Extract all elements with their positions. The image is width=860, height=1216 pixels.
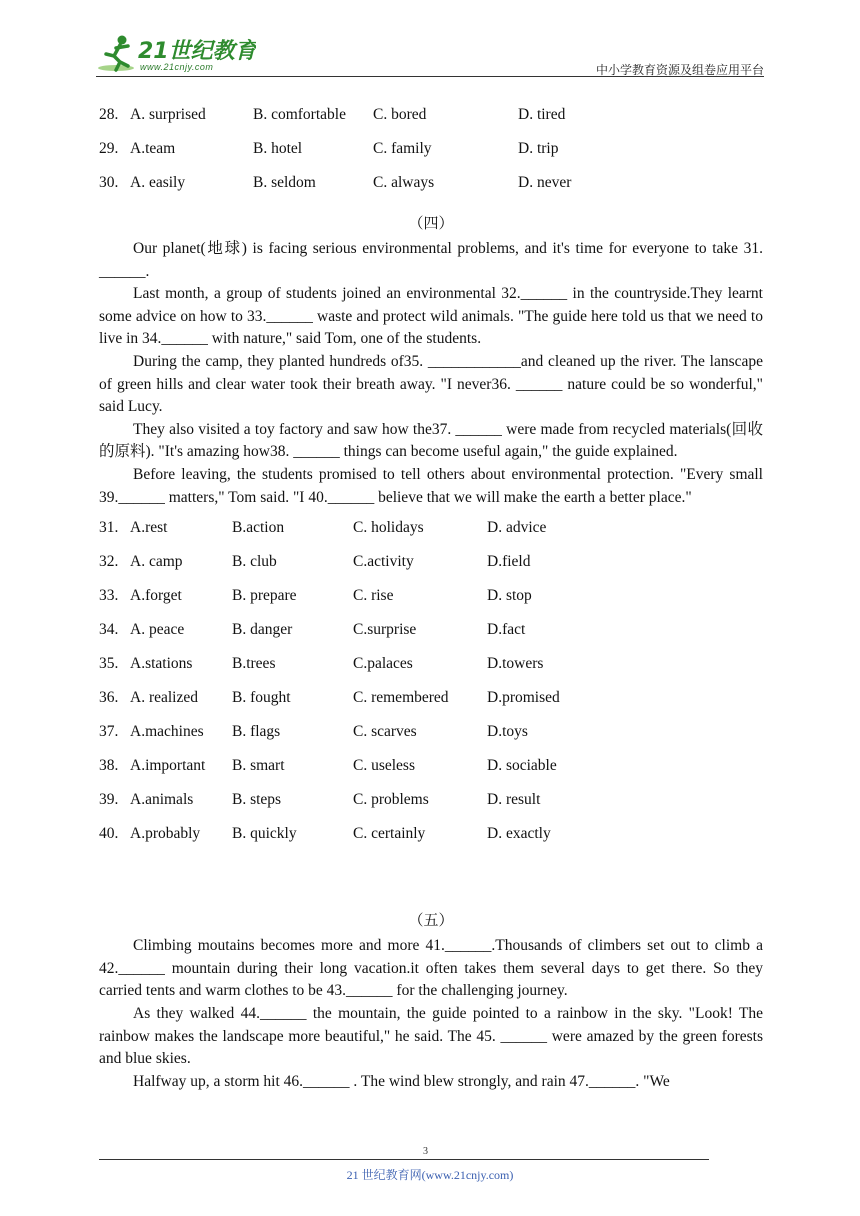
option-c: C. remembered <box>353 689 449 707</box>
question-number: 38. <box>99 757 119 775</box>
option-a <box>99 785 232 819</box>
page-header <box>96 32 764 78</box>
option-d: D.toys <box>487 723 528 741</box>
section-title: （四） <box>408 216 454 232</box>
option-row <box>99 581 763 615</box>
option-c: C. scarves <box>353 723 417 741</box>
option-a-text: A. realized <box>130 689 198 707</box>
question-number: 34. <box>99 621 119 639</box>
header-divider <box>96 76 764 77</box>
logo-text: 21世纪教育 <box>138 39 256 64</box>
passage-paragraph: Climbing moutains becomes more and more 41.______.Thousands of climbers set out to climb a 42.______ mountain during their long vacation.it often takes them several days to get there. So they carried tents and warm clothes to be 43.______ for the challenging journey. <box>99 937 763 1000</box>
passage-paragraph: Before leaving, the students promised to tell others about environmental protection. "Every small 39.______ matters," Tom said. "I 40.______ believe that we will make the earth a better place." <box>99 465 763 506</box>
option-a-text: A.forget <box>130 587 182 605</box>
exam-content <box>99 100 763 1093</box>
option-b: B. flags <box>232 723 281 741</box>
logo-url: www.21cnjy.com <box>140 62 214 72</box>
option-b: B. steps <box>232 791 282 809</box>
option-a <box>99 615 232 649</box>
option-a <box>99 581 232 615</box>
option-b: B. seldom <box>253 174 316 191</box>
question-number: 29. <box>99 140 119 157</box>
option-c: C.palaces <box>353 655 413 673</box>
question-number: 37. <box>99 723 119 741</box>
option-b: B. club <box>232 553 277 571</box>
page-number: 3 <box>423 1146 428 1157</box>
option-row <box>99 649 763 683</box>
option-a-text: A. camp <box>130 553 183 571</box>
option-row <box>99 717 763 751</box>
option-d: D. advice <box>487 519 547 537</box>
question-number: 28. <box>99 106 119 123</box>
option-c: C. holidays <box>353 519 424 537</box>
option-d: D. tired <box>518 106 566 123</box>
option-d: D.field <box>487 553 531 571</box>
question-number: 35. <box>99 655 119 673</box>
option-a-text: A.important <box>130 757 206 775</box>
option-row <box>99 547 763 581</box>
footer-divider <box>99 1159 709 1160</box>
option-a-text: A. surprised <box>130 106 206 123</box>
option-b: B. quickly <box>232 825 297 843</box>
option-d: D.towers <box>487 655 544 673</box>
option-a-text: A.animals <box>130 791 194 809</box>
option-a <box>99 168 253 202</box>
question-number: 39. <box>99 791 119 809</box>
options-part3 <box>99 100 763 202</box>
option-row <box>99 819 763 853</box>
option-b: B. smart <box>232 757 285 775</box>
option-c: C. certainly <box>353 825 426 843</box>
question-number: 40. <box>99 825 119 843</box>
option-b: B.trees <box>232 655 276 673</box>
option-a <box>99 547 232 581</box>
option-a <box>99 819 232 853</box>
question-number: 32. <box>99 553 119 571</box>
passage-paragraph: Our planet(地球) is facing serious environmental problems, and it's time for everyone to take 31. ______. <box>99 240 763 280</box>
question-number: 31. <box>99 519 119 537</box>
option-d: D. result <box>487 791 541 809</box>
option-d: D. never <box>518 174 572 191</box>
option-c: C. rise <box>353 587 394 605</box>
passage-paragraph: During the camp, they planted hundreds of35. ____________and cleaned up the river. The lanscape of green hills and clear water took their breath away. "I never36. ______ nature could be so wonderful," said Lucy. <box>99 352 763 416</box>
option-c: C. useless <box>353 757 415 775</box>
option-a <box>99 683 232 717</box>
option-d: D. exactly <box>487 825 551 843</box>
option-c: C. always <box>373 174 435 191</box>
option-row <box>99 100 763 134</box>
option-a <box>99 649 232 683</box>
option-a <box>99 717 232 751</box>
option-a <box>99 134 253 168</box>
option-row <box>99 751 763 785</box>
option-a-text: A.rest <box>130 519 168 537</box>
option-d: D. sociable <box>487 757 557 775</box>
passage-paragraph: Halfway up, a storm hit 46.______ . The wind blew strongly, and rain 47.______. "We <box>133 1072 670 1090</box>
option-a <box>99 751 232 785</box>
option-a <box>99 513 232 547</box>
option-d: D. stop <box>487 587 532 605</box>
option-row <box>99 785 763 819</box>
option-a-text: A.team <box>130 140 176 157</box>
option-a-text: A.probably <box>130 825 201 843</box>
option-row <box>99 168 763 202</box>
option-d: D.promised <box>487 689 560 707</box>
passage-paragraph: As they walked 44.______ the mountain, the guide pointed to a rainbow in the sky. "Look! The rainbow makes the landscape more beautiful," he said. The 45. ______ were amazed by the green forests and blue skies. <box>99 1004 763 1068</box>
option-c: C. problems <box>353 791 429 809</box>
question-number: 30. <box>99 174 119 191</box>
question-number: 36. <box>99 689 119 707</box>
platform-name: 中小学教育资源及组卷应用平台 <box>595 63 764 77</box>
option-d: D.fact <box>487 621 526 639</box>
option-row <box>99 615 763 649</box>
question-number: 33. <box>99 587 119 605</box>
option-a-text: A.stations <box>130 655 193 673</box>
option-c: C.activity <box>353 553 414 571</box>
option-d: D. trip <box>518 140 559 157</box>
option-b: B. danger <box>232 621 293 639</box>
option-a-text: A.machines <box>130 723 204 741</box>
option-row <box>99 134 763 168</box>
option-b: B. fought <box>232 689 291 707</box>
option-b: B. hotel <box>253 140 303 157</box>
site-logo <box>96 32 256 76</box>
passage-paragraph: Last month, a group of students joined an environmental 32.______ in the countryside.They learnt some advice on how to 33.______ waste and protect wild animals. "The guide here told us that we need to live in 34.______ with nature," said Tom, one of the students. <box>99 285 763 348</box>
passage-paragraph: They also visited a toy factory and saw how the37. ______ were made from recycled materials(回收的原料). "It's amazing how38. ______ things can become useful again," the guide explained. <box>99 420 763 461</box>
option-a <box>99 100 253 134</box>
option-a-text: A. peace <box>130 621 185 639</box>
option-b: B. comfortable <box>253 106 346 123</box>
option-c: C. bored <box>373 106 427 123</box>
options-section4 <box>99 513 763 853</box>
option-b: B. prepare <box>232 587 297 605</box>
option-c: C.surprise <box>353 621 417 639</box>
option-a-text: A. easily <box>130 174 186 191</box>
option-row <box>99 513 763 547</box>
footer-site: 21 世纪教育网(www.21cnjy.com) <box>346 1168 514 1182</box>
option-row <box>99 683 763 717</box>
option-c: C. family <box>373 140 432 157</box>
section-title: （五） <box>408 913 454 930</box>
option-b: B.action <box>232 519 285 537</box>
